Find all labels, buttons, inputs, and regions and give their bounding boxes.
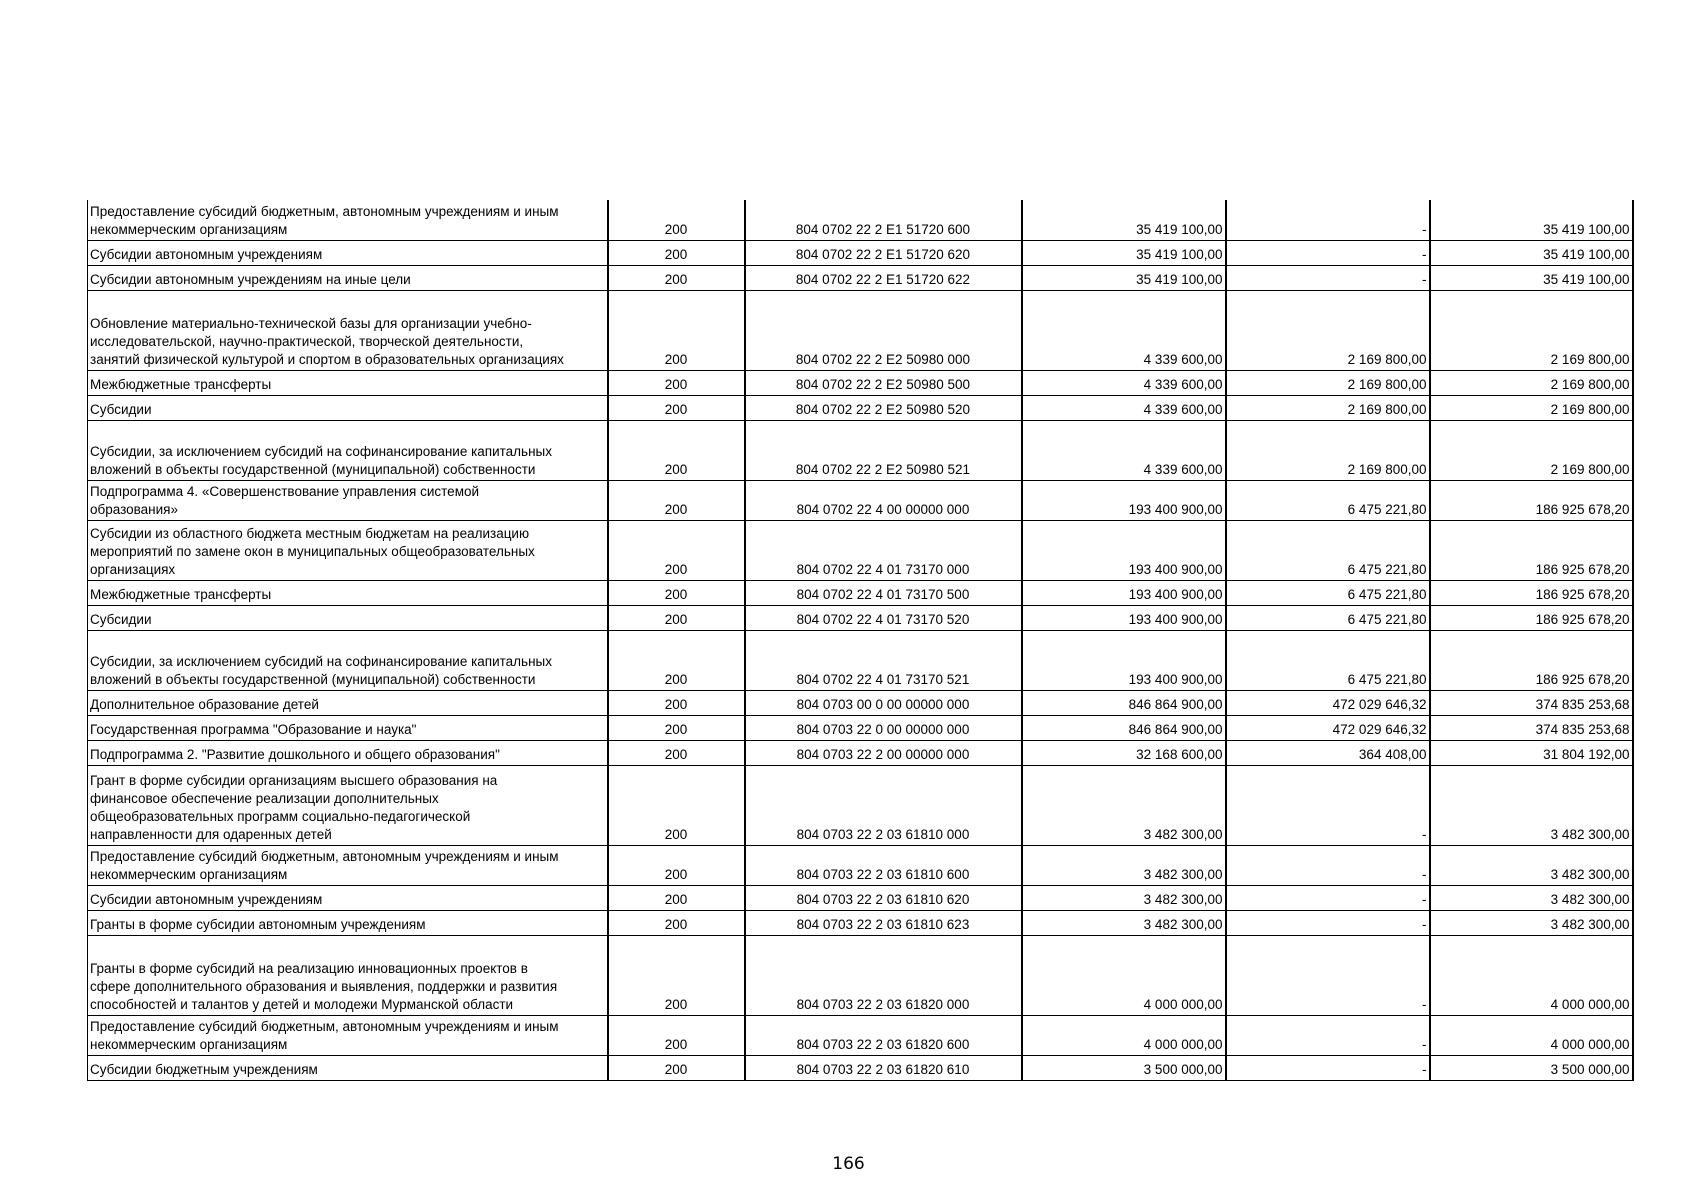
row-code-cell: 200	[608, 885, 745, 910]
row-code-cell: 200	[608, 740, 745, 765]
table-row	[88, 630, 1633, 690]
row-classification-cell: 804 0702 22 2 E2 50980 000	[745, 290, 1022, 370]
row-approved-amount-cell: 3 482 300,00	[1022, 885, 1226, 910]
row-unexecuted-amount-cell: 2 169 800,00	[1430, 370, 1633, 395]
row-name-cell: Субсидии автономным учреждениям	[88, 240, 608, 265]
row-classification-cell: 804 0702 22 4 00 00000 000	[745, 480, 1022, 520]
row-code-cell: 200	[608, 1015, 745, 1055]
table-row	[88, 765, 1633, 845]
row-name-cell: Предоставление субсидий бюджетным, автономным учреждениям и иным некоммерческим организациям	[88, 845, 608, 885]
row-unexecuted-amount-cell: 3 482 300,00	[1430, 845, 1633, 885]
row-classification-cell: 804 0703 22 2 03 61810 600	[745, 845, 1022, 885]
row-unexecuted-amount-cell: 2 169 800,00	[1430, 395, 1633, 420]
row-classification-cell: 804 0702 22 4 01 73170 521	[745, 630, 1022, 690]
row-name-cell: Подпрограмма 2. "Развитие дошкольного и общего образования"	[88, 740, 608, 765]
row-unexecuted-amount-cell: 4 000 000,00	[1430, 1015, 1633, 1055]
row-classification-cell: 804 0703 22 2 03 61810 000	[745, 765, 1022, 845]
row-name-cell: Государственная программа "Образование и наука"	[88, 715, 608, 740]
row-unexecuted-amount-cell: 2 169 800,00	[1430, 290, 1633, 370]
row-unexecuted-amount-cell: 186 925 678,20	[1430, 630, 1633, 690]
row-executed-amount-cell: -	[1226, 910, 1430, 935]
row-executed-amount-cell: -	[1226, 240, 1430, 265]
row-approved-amount-cell: 35 419 100,00	[1022, 265, 1226, 290]
row-unexecuted-amount-cell: 35 419 100,00	[1430, 265, 1633, 290]
row-name-cell: Предоставление субсидий бюджетным, автономным учреждениям и иным некоммерческим организациям	[88, 1015, 608, 1055]
row-code-cell: 200	[608, 765, 745, 845]
row-code-cell: 200	[608, 605, 745, 630]
row-approved-amount-cell: 4 339 600,00	[1022, 290, 1226, 370]
row-name-cell: Межбюджетные трансферты	[88, 370, 608, 395]
row-unexecuted-amount-cell: 374 835 253,68	[1430, 690, 1633, 715]
row-code-cell: 200	[608, 370, 745, 395]
table-row	[88, 605, 1633, 630]
row-approved-amount-cell: 3 482 300,00	[1022, 845, 1226, 885]
table-row	[88, 740, 1633, 765]
row-name-cell: Субсидии	[88, 605, 608, 630]
row-classification-cell: 804 0702 22 2 E2 50980 500	[745, 370, 1022, 395]
row-classification-cell: 804 0702 22 2 E1 51720 622	[745, 265, 1022, 290]
row-approved-amount-cell: 35 419 100,00	[1022, 200, 1226, 240]
row-name-cell: Межбюджетные трансферты	[88, 580, 608, 605]
row-unexecuted-amount-cell: 3 482 300,00	[1430, 910, 1633, 935]
table-row	[88, 420, 1633, 480]
table-row	[88, 240, 1633, 265]
row-classification-cell: 804 0702 22 2 E2 50980 521	[745, 420, 1022, 480]
row-name-cell: Субсидии автономным учреждениям	[88, 885, 608, 910]
row-unexecuted-amount-cell: 3 482 300,00	[1430, 765, 1633, 845]
row-code-cell: 200	[608, 690, 745, 715]
row-name-cell: Субсидии, за исключением субсидий на софинансирование капитальных вложений в объекты государственной (муниципальной) собственности	[88, 420, 608, 480]
row-classification-cell: 804 0703 22 2 03 61810 623	[745, 910, 1022, 935]
page-number: 166	[832, 1154, 865, 1174]
row-classification-cell: 804 0702 22 2 E1 51720 600	[745, 200, 1022, 240]
row-executed-amount-cell: -	[1226, 765, 1430, 845]
row-approved-amount-cell: 193 400 900,00	[1022, 605, 1226, 630]
row-approved-amount-cell: 3 500 000,00	[1022, 1055, 1226, 1080]
row-executed-amount-cell: -	[1226, 200, 1430, 240]
row-unexecuted-amount-cell: 186 925 678,20	[1430, 520, 1633, 580]
row-approved-amount-cell: 4 000 000,00	[1022, 1015, 1226, 1055]
row-code-cell: 200	[608, 395, 745, 420]
row-approved-amount-cell: 193 400 900,00	[1022, 630, 1226, 690]
row-classification-cell: 804 0703 22 2 03 61820 000	[745, 935, 1022, 1015]
row-approved-amount-cell: 35 419 100,00	[1022, 240, 1226, 265]
row-name-cell: Субсидии автономным учреждениям на иные цели	[88, 265, 608, 290]
row-unexecuted-amount-cell: 2 169 800,00	[1430, 420, 1633, 480]
row-unexecuted-amount-cell: 186 925 678,20	[1430, 605, 1633, 630]
row-classification-cell: 804 0702 22 2 E2 50980 520	[745, 395, 1022, 420]
row-unexecuted-amount-cell: 31 804 192,00	[1430, 740, 1633, 765]
row-approved-amount-cell: 4 339 600,00	[1022, 420, 1226, 480]
row-executed-amount-cell: 364 408,00	[1226, 740, 1430, 765]
row-executed-amount-cell: 2 169 800,00	[1226, 370, 1430, 395]
row-code-cell: 200	[608, 845, 745, 885]
row-code-cell: 200	[608, 200, 745, 240]
table-row	[88, 480, 1633, 520]
row-executed-amount-cell: 6 475 221,80	[1226, 605, 1430, 630]
row-classification-cell: 804 0703 00 0 00 00000 000	[745, 690, 1022, 715]
row-classification-cell: 804 0702 22 2 E1 51720 620	[745, 240, 1022, 265]
row-unexecuted-amount-cell: 3 482 300,00	[1430, 885, 1633, 910]
table-row	[88, 1015, 1633, 1055]
row-code-cell: 200	[608, 240, 745, 265]
table-row	[88, 935, 1633, 1015]
row-approved-amount-cell: 4 339 600,00	[1022, 395, 1226, 420]
row-approved-amount-cell: 4 339 600,00	[1022, 370, 1226, 395]
row-unexecuted-amount-cell: 35 419 100,00	[1430, 240, 1633, 265]
row-executed-amount-cell: 2 169 800,00	[1226, 395, 1430, 420]
row-approved-amount-cell: 846 864 900,00	[1022, 690, 1226, 715]
row-code-cell: 200	[608, 910, 745, 935]
row-executed-amount-cell: -	[1226, 885, 1430, 910]
row-executed-amount-cell: -	[1226, 1015, 1430, 1055]
row-code-cell: 200	[608, 935, 745, 1015]
row-executed-amount-cell: -	[1226, 845, 1430, 885]
row-code-cell: 200	[608, 265, 745, 290]
row-name-cell: Дополнительное образование детей	[88, 690, 608, 715]
row-code-cell: 200	[608, 580, 745, 605]
row-code-cell: 200	[608, 1055, 745, 1080]
row-executed-amount-cell: 2 169 800,00	[1226, 290, 1430, 370]
row-code-cell: 200	[608, 420, 745, 480]
row-approved-amount-cell: 3 482 300,00	[1022, 910, 1226, 935]
row-executed-amount-cell: 6 475 221,80	[1226, 480, 1430, 520]
table-row	[88, 885, 1633, 910]
table-row	[88, 520, 1633, 580]
table-row	[88, 265, 1633, 290]
row-name-cell: Субсидии из областного бюджета местным бюджетам на реализацию мероприятий по замене окон в муниципальных общеобразовательных организациях	[88, 520, 608, 580]
row-classification-cell: 804 0702 22 4 01 73170 500	[745, 580, 1022, 605]
row-classification-cell: 804 0702 22 4 01 73170 000	[745, 520, 1022, 580]
row-classification-cell: 804 0703 22 2 03 61820 610	[745, 1055, 1022, 1080]
row-code-cell: 200	[608, 630, 745, 690]
row-executed-amount-cell: 6 475 221,80	[1226, 520, 1430, 580]
row-name-cell: Грант в форме субсидии организациям высшего образования на финансовое обеспечение реализации дополнительных общеобразовательных программ социально-педагогической направленности для одаренных детей	[88, 765, 608, 845]
table-row	[88, 580, 1633, 605]
row-approved-amount-cell: 193 400 900,00	[1022, 520, 1226, 580]
row-classification-cell: 804 0703 22 2 03 61810 620	[745, 885, 1022, 910]
table-row	[88, 1055, 1633, 1080]
row-unexecuted-amount-cell: 3 500 000,00	[1430, 1055, 1633, 1080]
row-unexecuted-amount-cell: 4 000 000,00	[1430, 935, 1633, 1015]
row-unexecuted-amount-cell: 186 925 678,20	[1430, 580, 1633, 605]
row-name-cell: Субсидии	[88, 395, 608, 420]
row-approved-amount-cell: 3 482 300,00	[1022, 765, 1226, 845]
row-name-cell: Субсидии бюджетным учреждениям	[88, 1055, 608, 1080]
row-executed-amount-cell: 6 475 221,80	[1226, 630, 1430, 690]
row-approved-amount-cell: 193 400 900,00	[1022, 480, 1226, 520]
row-approved-amount-cell: 32 168 600,00	[1022, 740, 1226, 765]
table-row	[88, 910, 1633, 935]
row-executed-amount-cell: -	[1226, 935, 1430, 1015]
row-classification-cell: 804 0702 22 4 01 73170 520	[745, 605, 1022, 630]
budget-table	[87, 200, 1634, 1081]
row-approved-amount-cell: 193 400 900,00	[1022, 580, 1226, 605]
row-name-cell: Обновление материально-технической базы для организации учебно- исследовательской, научно-практической, творческой деятельности, занятий физической культурой и спортом в образовательных организациях	[88, 290, 608, 370]
row-name-cell: Предоставление субсидий бюджетным, автономным учреждениям и иным некоммерческим организациям	[88, 200, 608, 240]
row-name-cell: Субсидии, за исключением субсидий на софинансирование капитальных вложений в объекты государственной (муниципальной) собственности	[88, 630, 608, 690]
row-unexecuted-amount-cell: 186 925 678,20	[1430, 480, 1633, 520]
table-row	[88, 845, 1633, 885]
table-row	[88, 200, 1633, 240]
row-executed-amount-cell: 472 029 646,32	[1226, 690, 1430, 715]
row-executed-amount-cell: 2 169 800,00	[1226, 420, 1430, 480]
row-code-cell: 200	[608, 520, 745, 580]
row-code-cell: 200	[608, 715, 745, 740]
row-approved-amount-cell: 846 864 900,00	[1022, 715, 1226, 740]
row-classification-cell: 804 0703 22 0 00 00000 000	[745, 715, 1022, 740]
row-unexecuted-amount-cell: 374 835 253,68	[1430, 715, 1633, 740]
row-code-cell: 200	[608, 480, 745, 520]
row-name-cell: Подпрограмма 4. «Совершенствование управления системой образования»	[88, 480, 608, 520]
row-name-cell: Гранты в форме субсидии автономным учреждениям	[88, 910, 608, 935]
row-code-cell: 200	[608, 290, 745, 370]
row-classification-cell: 804 0703 22 2 00 00000 000	[745, 740, 1022, 765]
table-row	[88, 395, 1633, 420]
row-unexecuted-amount-cell: 35 419 100,00	[1430, 200, 1633, 240]
table-row	[88, 370, 1633, 395]
table-row	[88, 715, 1633, 740]
table-row	[88, 290, 1633, 370]
budget-table-body	[88, 200, 1633, 1080]
row-approved-amount-cell: 4 000 000,00	[1022, 935, 1226, 1015]
row-classification-cell: 804 0703 22 2 03 61820 600	[745, 1015, 1022, 1055]
row-executed-amount-cell: -	[1226, 265, 1430, 290]
table-row	[88, 690, 1633, 715]
row-executed-amount-cell: 472 029 646,32	[1226, 715, 1430, 740]
row-name-cell: Гранты в форме субсидий на реализацию инновационных проектов в сфере дополнительного образования и выявления, поддержки и развития способностей и талантов у детей и молодежи Мурманской области	[88, 935, 608, 1015]
row-executed-amount-cell: -	[1226, 1055, 1430, 1080]
row-executed-amount-cell: 6 475 221,80	[1226, 580, 1430, 605]
